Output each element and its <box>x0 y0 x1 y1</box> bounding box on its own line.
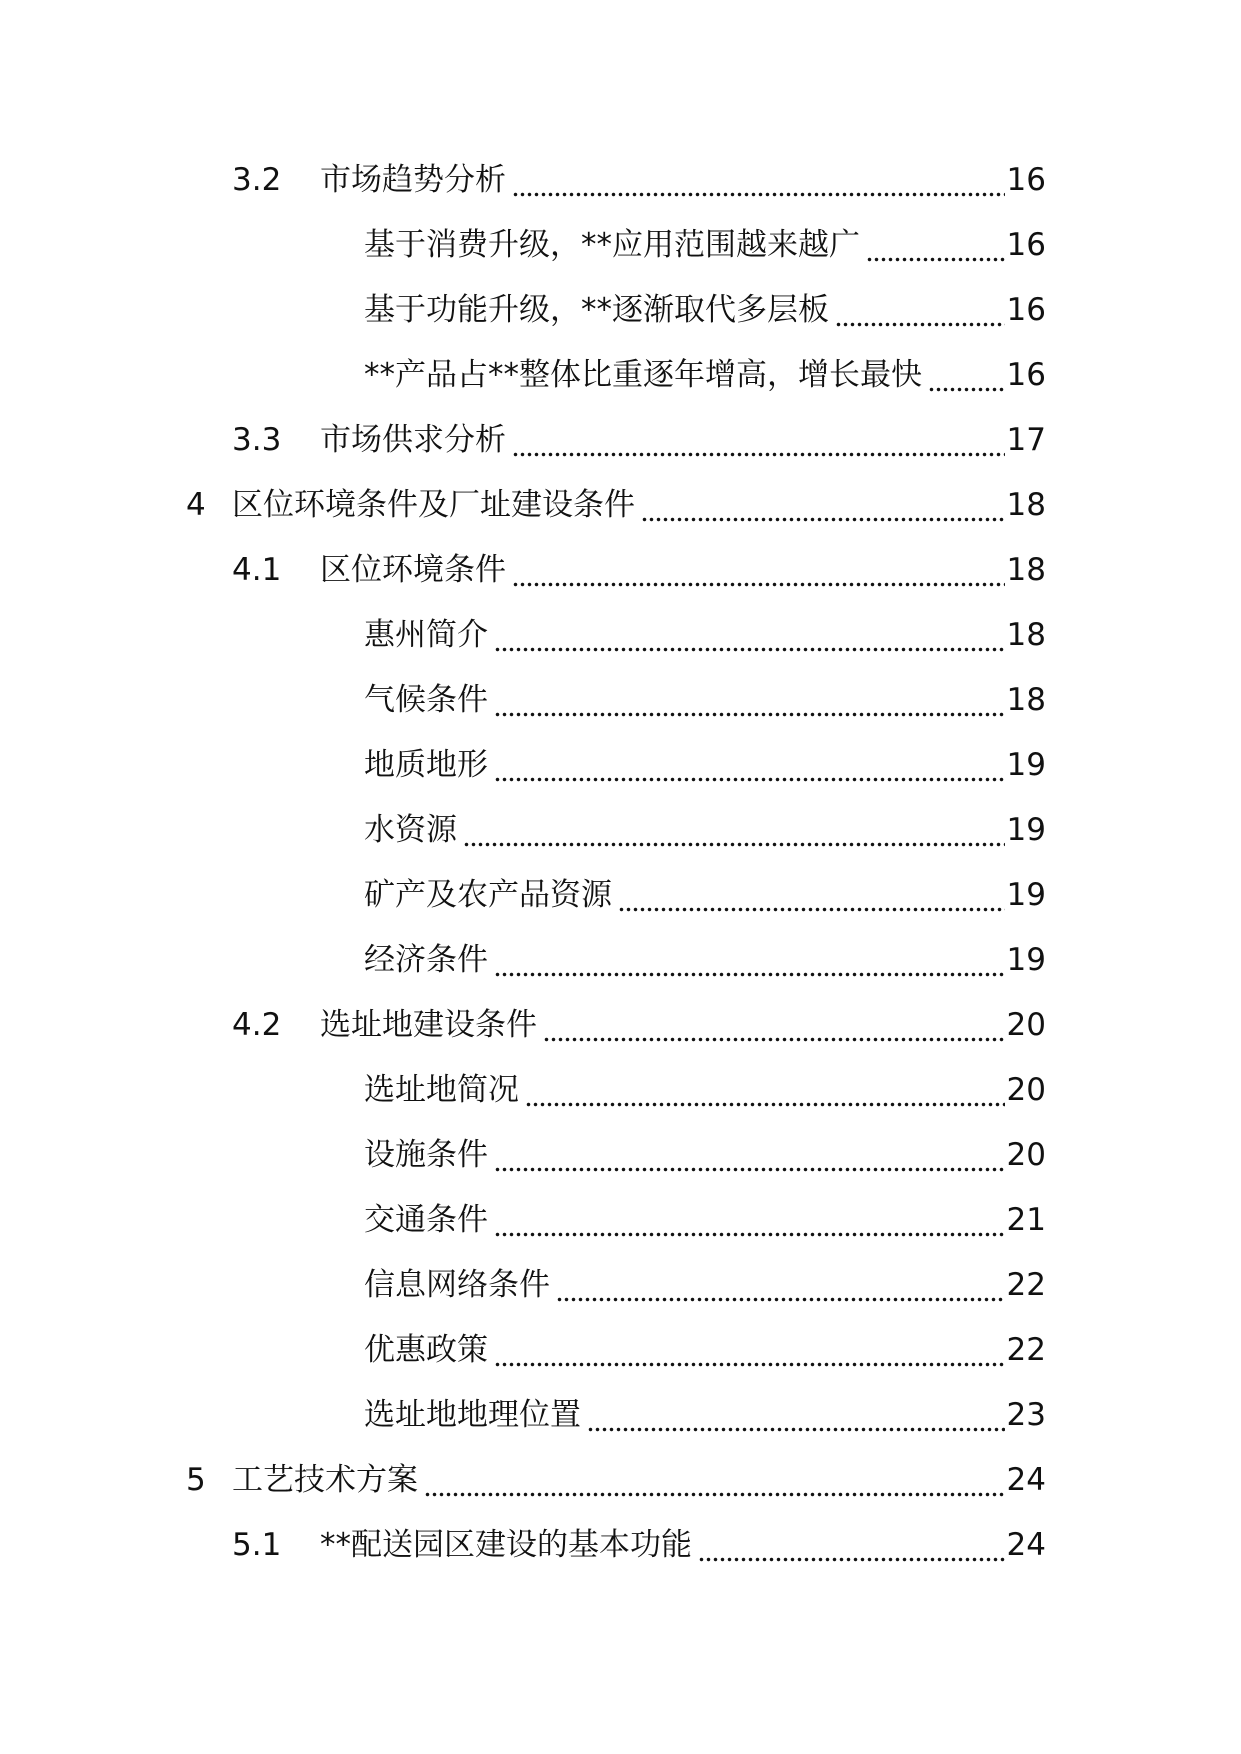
dot-leader <box>494 938 1005 982</box>
page-number: 24 <box>1006 1462 1046 1498</box>
dot-leader <box>698 1523 1005 1567</box>
section-title: 地质地形 <box>364 747 488 783</box>
toc-entry[interactable] <box>364 1263 1046 1307</box>
toc-entry-5-1[interactable] <box>232 1523 1046 1567</box>
section-title: 经济条件 <box>364 942 488 978</box>
dot-leader <box>512 418 1005 462</box>
toc-entry[interactable] <box>364 938 1046 982</box>
section-number: 5.1 <box>232 1527 282 1563</box>
toc-entry[interactable] <box>364 288 1046 332</box>
section-number: 4.1 <box>232 552 282 588</box>
toc-entry-3-3[interactable] <box>232 418 1046 462</box>
page-number: 22 <box>1006 1267 1046 1303</box>
dot-leader <box>463 808 1005 852</box>
toc-entry-5[interactable] <box>186 1458 1046 1502</box>
section-title: 工艺技术方案 <box>232 1462 418 1498</box>
dot-leader <box>641 483 1005 527</box>
section-title: 选址地简况 <box>364 1072 519 1108</box>
dot-leader <box>512 158 1005 202</box>
toc-entry[interactable] <box>364 873 1046 917</box>
section-title: 基于消费升级，**应用范围越来越广 <box>364 227 860 263</box>
section-title: **产品占**整体比重逐年增高，增长最快 <box>364 357 922 393</box>
dot-leader <box>587 1393 1005 1437</box>
dot-leader <box>494 1198 1005 1242</box>
toc-entry[interactable] <box>364 1133 1046 1177</box>
section-number: 5 <box>186 1462 206 1498</box>
page-number: 17 <box>1006 422 1046 458</box>
page-number: 20 <box>1006 1137 1046 1173</box>
toc-entry[interactable] <box>364 223 1046 267</box>
toc-entry[interactable] <box>364 1328 1046 1372</box>
toc-entry[interactable] <box>364 678 1046 722</box>
section-title: 区位环境条件及厂址建设条件 <box>232 487 635 523</box>
page-number: 19 <box>1006 942 1046 978</box>
toc-entry-4-1[interactable] <box>232 548 1046 592</box>
dot-leader <box>835 288 1005 332</box>
page-number: 16 <box>1006 357 1046 393</box>
dot-leader <box>928 353 1005 397</box>
section-title: 市场供求分析 <box>320 422 506 458</box>
section-title: 气候条件 <box>364 682 488 718</box>
page-number: 23 <box>1006 1397 1046 1433</box>
section-title: 选址地地理位置 <box>364 1397 581 1433</box>
dot-leader <box>866 223 1005 267</box>
section-title: 优惠政策 <box>364 1332 488 1368</box>
dot-leader <box>543 1003 1005 1047</box>
page-number: 16 <box>1006 227 1046 263</box>
dot-leader <box>494 1133 1005 1177</box>
page-number: 16 <box>1006 292 1046 328</box>
dot-leader <box>494 678 1005 722</box>
page-number: 22 <box>1006 1332 1046 1368</box>
dot-leader <box>494 1328 1005 1372</box>
section-title: 交通条件 <box>364 1202 488 1238</box>
page-number: 18 <box>1006 617 1046 653</box>
dot-leader <box>494 743 1005 787</box>
page-number: 20 <box>1006 1007 1046 1043</box>
toc-entry[interactable] <box>364 1198 1046 1242</box>
toc-entry[interactable] <box>364 613 1046 657</box>
page-number: 20 <box>1006 1072 1046 1108</box>
toc-entry[interactable] <box>364 743 1046 787</box>
toc-entry[interactable] <box>364 1068 1046 1112</box>
section-number: 4 <box>186 487 206 523</box>
section-number: 3.2 <box>232 162 282 198</box>
dot-leader <box>512 548 1005 592</box>
toc-entry[interactable] <box>364 353 1046 397</box>
dot-leader <box>525 1068 1005 1112</box>
dot-leader <box>618 873 1005 917</box>
toc-entry-4[interactable] <box>186 483 1046 527</box>
page-number: 24 <box>1006 1527 1046 1563</box>
page-number: 19 <box>1006 877 1046 913</box>
toc-entry[interactable] <box>364 1393 1046 1437</box>
toc-entry[interactable] <box>364 808 1046 852</box>
section-title: 基于功能升级，**逐渐取代多层板 <box>364 292 829 328</box>
section-number: 3.3 <box>232 422 282 458</box>
section-title: 设施条件 <box>364 1137 488 1173</box>
page-number: 16 <box>1006 162 1046 198</box>
page-number: 18 <box>1006 552 1046 588</box>
section-title: 惠州简介 <box>364 617 488 653</box>
page-number: 19 <box>1006 812 1046 848</box>
section-title: 市场趋势分析 <box>320 162 506 198</box>
toc-entry-3-2[interactable] <box>232 158 1046 202</box>
dot-leader <box>556 1263 1005 1307</box>
section-title: 水资源 <box>364 812 457 848</box>
toc-entry-4-2[interactable] <box>232 1003 1046 1047</box>
section-title: 区位环境条件 <box>320 552 506 588</box>
page-number: 21 <box>1006 1202 1046 1238</box>
page-number: 18 <box>1006 682 1046 718</box>
section-title: 矿产及农产品资源 <box>364 877 612 913</box>
section-number: 4.2 <box>232 1007 282 1043</box>
section-title: **配送园区建设的基本功能 <box>320 1527 692 1563</box>
dot-leader <box>494 613 1005 657</box>
page-number: 19 <box>1006 747 1046 783</box>
section-title: 信息网络条件 <box>364 1267 550 1303</box>
section-title: 选址地建设条件 <box>320 1007 537 1043</box>
dot-leader <box>424 1458 1005 1502</box>
page-number: 18 <box>1006 487 1046 523</box>
